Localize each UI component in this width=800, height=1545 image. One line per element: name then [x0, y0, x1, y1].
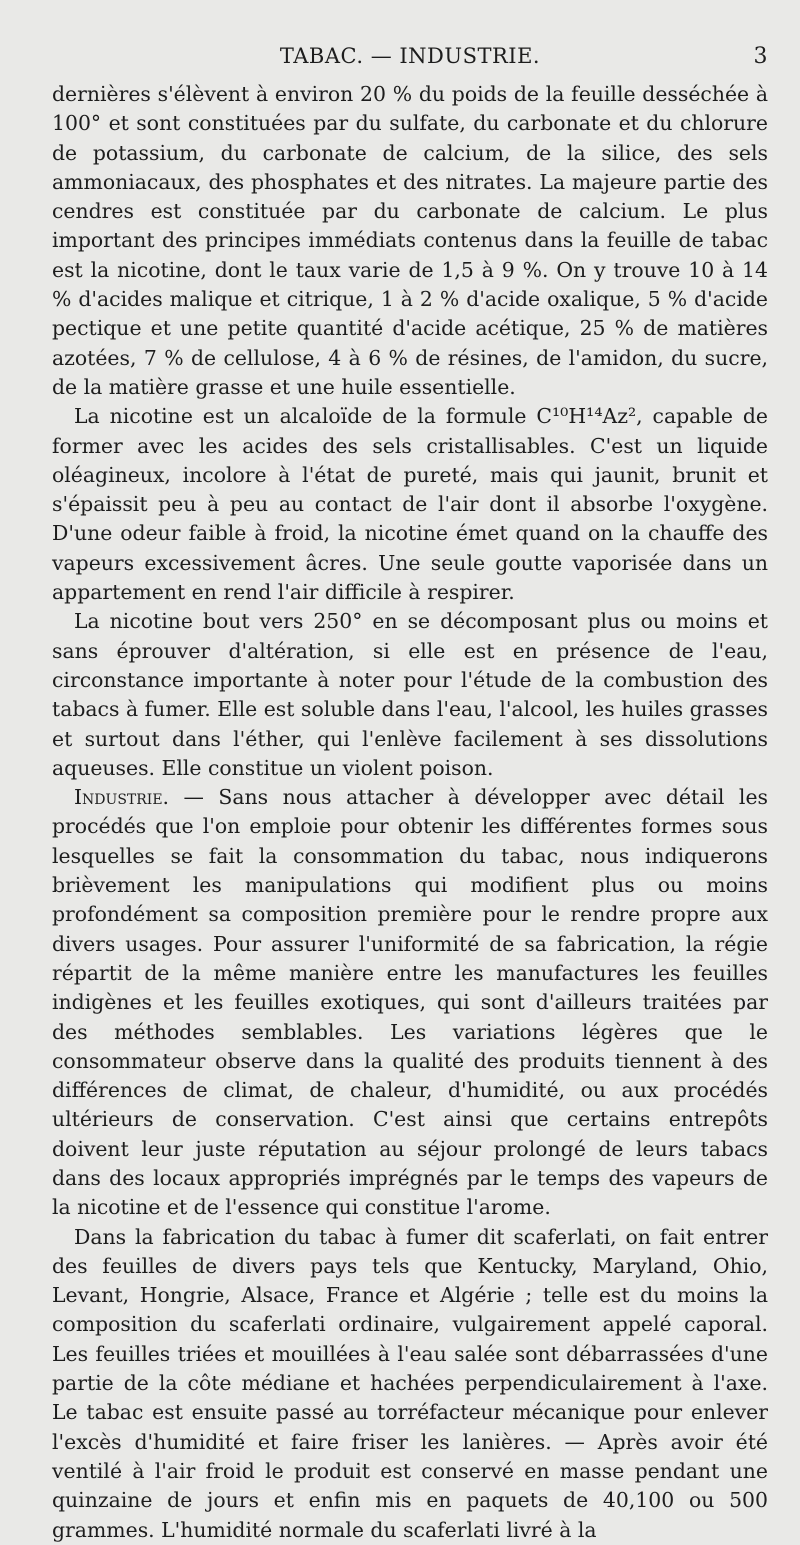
paragraph-industrie — [52, 783, 768, 1222]
paragraph-scaferlati — [52, 1223, 768, 1545]
paragraph-text: La nicotine est un alcaloïde de la formule C¹⁰H¹⁴Az², capable de former avec les acides des sels cristallisables. C'est un liquide oléagineux, incolore à l'état de pureté, mais qui jaunit, brunit et s'épaissit peu à peu au contact de l'air dont il absorbe l'oxygène. D'une odeur faible à froid, la nicotine émet quand on la chauffe des vapeurs excessivement âcres. Une seule goutte vaporisée dans un appartement en rend l'air difficile à respirer. — [52, 404, 768, 605]
paragraph-text: Dans la fabrication du tabac à fumer dit scaferlati, on fait entrer des feuilles de divers pays tels que Kentucky, Maryland, Ohio, Levant, Hongrie, Alsace, France et Algérie ; telle est du moins la composition du scaferlati ordinaire, vulgairement appelé caporal. Les feuilles triées et mouillées à l'eau salée sont débarrassées d'une partie de la côte médiane et hachées perpendiculairement à l'axe. Le tabac est ensuite passé au torréfacteur mécanique pour enlever l'excès d'humidité et faire friser les lanières. — Après avoir été ventilé à l'air froid le produit est conservé en masse pendant une quinzaine de jours et enfin mis en paquets de 40,100 ou 500 grammes. L'humidité normale du scaferlati livré à la — [52, 1224, 768, 1542]
paragraph-text: — Sans nous attacher à développer avec détail les procédés que l'on emploie pour obtenir les différentes formes sous lesquelles se fait la consommation du tabac, nous indiquerons brièvement les manipulations qui modifient plus ou moins profondément sa composition première pour le rendre propre aux divers usages. Pour assurer l'uniformité de sa fabrication, la régie répartit de la même manière entre les manufactures les feuilles indigènes et les feuilles exotiques, qui sont d'ailleurs traitées par des méthodes semblables. Les variations légères que le consommateur observe dans la qualité des produits tiennent à des différences de climat, de chaleur, d'humidité, ou aux procédés ultérieurs de conservation. C'est ainsi que certains entrepôts doivent leur juste réputation au séjour prolongé de leurs tabacs dans des locaux appropriés imprégnés par le temps des vapeurs de la nicotine et de l'essence qui constitue l'arome. — [52, 785, 768, 1220]
body-text — [52, 80, 768, 1545]
paragraph-nicotine-boiling — [52, 607, 768, 783]
paragraph-text: La nicotine bout vers 250° en se décomposant plus ou moins et sans éprouver d'altération, si elle est en présence de l'eau, circonstance importante à noter pour l'étude de la combustion des tabacs à fumer. Elle est soluble dans l'eau, l'alcool, les huiles grasses et surtout dans l'éther, qui l'enlève facilement à ses dissolutions aqueuses. Elle constitue un violent poison. — [52, 609, 768, 780]
paragraph-nicotine-formula — [52, 402, 768, 607]
running-title: TABAC. — INDUSTRIE. — [279, 44, 541, 68]
page-number: 3 — [753, 44, 768, 69]
running-header — [52, 44, 768, 80]
paragraph-text: dernières s'élèvent à environ 20 % du poids de la feuille desséchée à 100° et sont constituées par du sulfate, du carbonate et du chlorure de potassium, du carbonate de calcium, de la silice, des sels ammoniacaux, des phosphates et des nitrates. La majeure partie des cendres est constituée par du carbonate de calcium. Le plus important des principes immédiats contenus dans la feuille de tabac est la nicotine, dont le taux varie de 1,5 à 9 %. On y trouve 10 à 14 % d'acides malique et citrique, 1 à 2 % d'acide oxalique, 5 % d'acide pectique et une petite quantité d'acide acétique, 25 % de matières azotées, 7 % de cellulose, 4 à 6 % de résines, de l'amidon, du sucre, de la matière grasse et une huile essentielle. — [52, 82, 768, 399]
paragraph-ash-composition — [52, 80, 768, 402]
section-heading-industrie: Industrie. — [74, 785, 170, 810]
